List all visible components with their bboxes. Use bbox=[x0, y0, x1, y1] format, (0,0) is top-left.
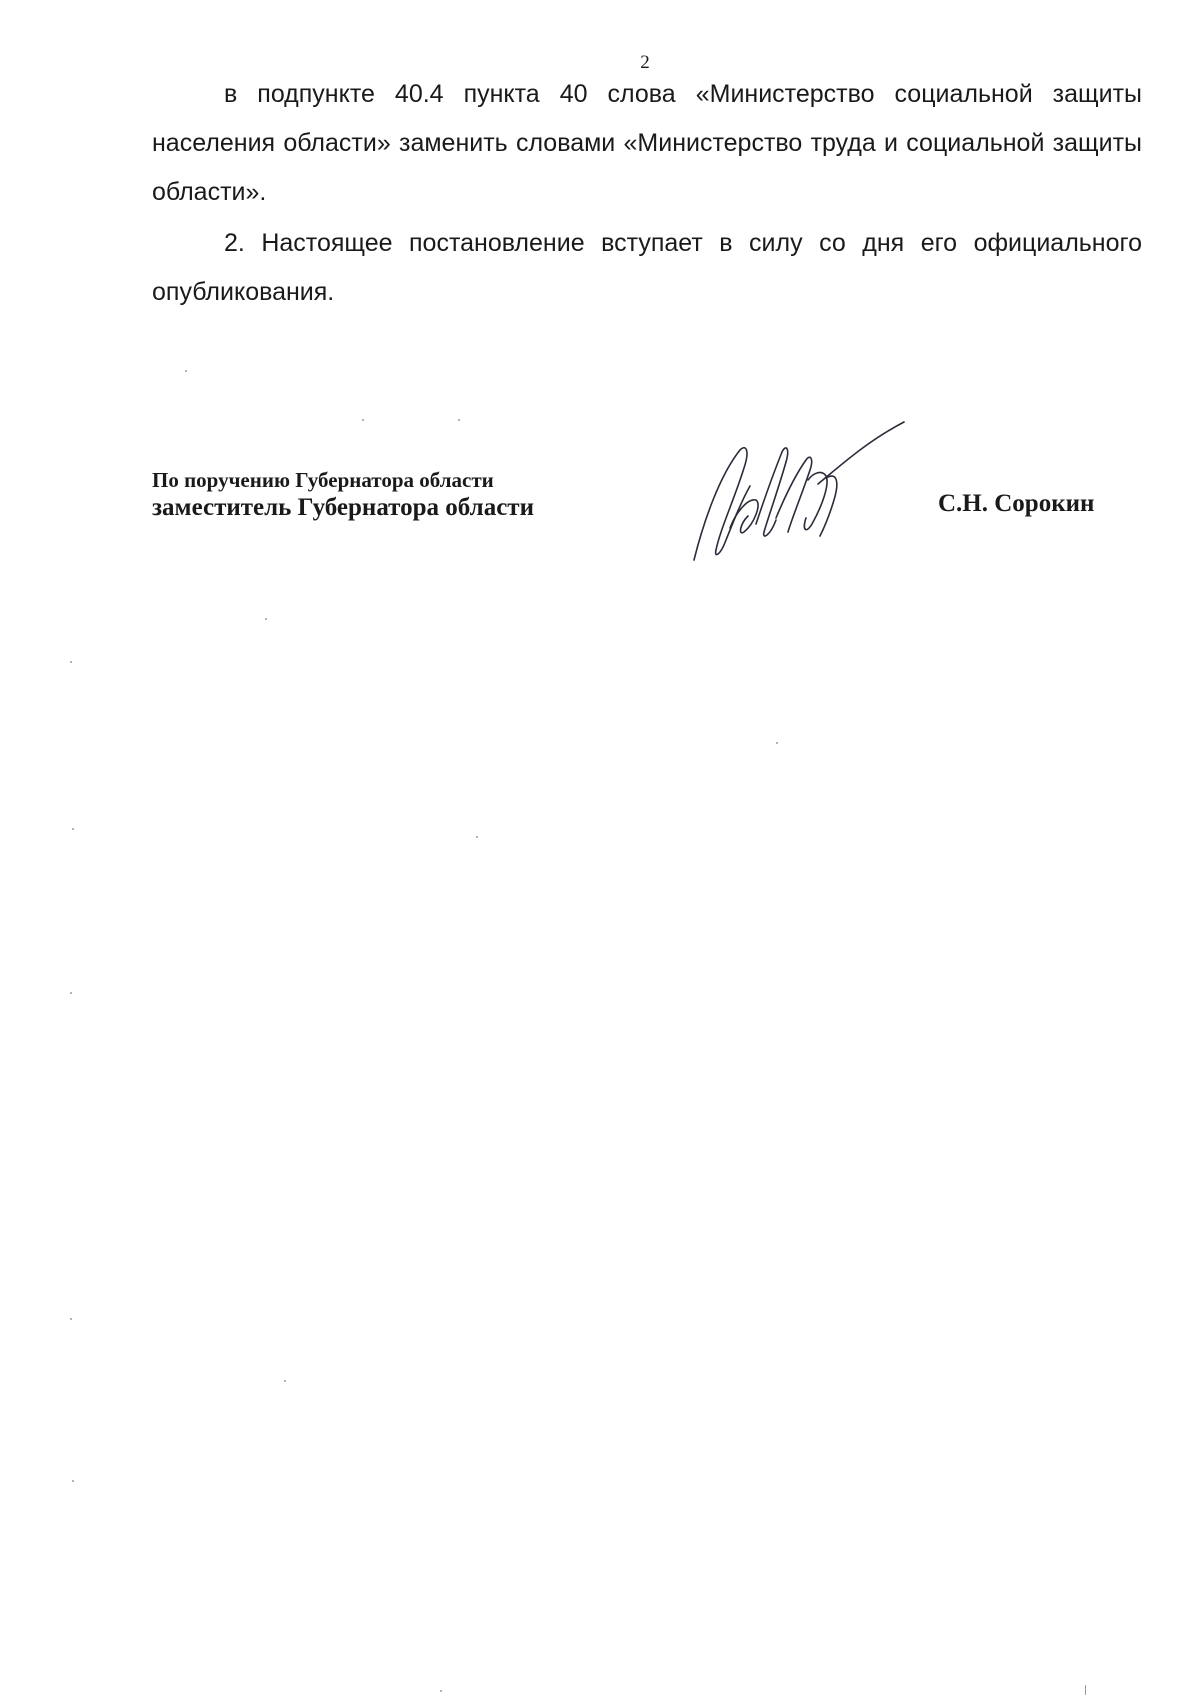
scan-speck bbox=[284, 1380, 286, 1382]
scan-speck bbox=[440, 1690, 442, 1692]
scan-speck bbox=[72, 828, 74, 830]
scan-speck bbox=[776, 742, 778, 744]
scan-speck bbox=[458, 419, 460, 421]
signature-position-line: заместитель Губернатора области bbox=[152, 494, 534, 521]
scan-speck bbox=[70, 992, 72, 994]
scan-speck bbox=[185, 370, 187, 372]
scan-speck bbox=[70, 661, 72, 663]
scan-speck bbox=[265, 618, 267, 620]
handwritten-signature bbox=[690, 420, 910, 570]
scan-speck bbox=[362, 419, 364, 421]
paragraph-amendment: в подпункте 40.4 пункта 40 слова «Министерство социальной защиты населения области» заменить словами «Министерство труда и социальной защиты области». bbox=[152, 80, 1142, 206]
paragraph-effective-date: 2. Настоящее постановление вступает в силу со дня его официального опубликования. bbox=[152, 229, 1142, 306]
signatory-name: С.Н. Сорокин bbox=[938, 490, 1095, 517]
page-number: 2 bbox=[640, 52, 650, 73]
scan-speck bbox=[72, 1480, 74, 1482]
scan-speck bbox=[1085, 1685, 1086, 1695]
signature-authority-line: По поручению Губернатора области bbox=[152, 468, 494, 492]
document-body bbox=[152, 70, 1142, 319]
scan-speck bbox=[70, 1318, 72, 1320]
scan-speck bbox=[476, 836, 478, 838]
